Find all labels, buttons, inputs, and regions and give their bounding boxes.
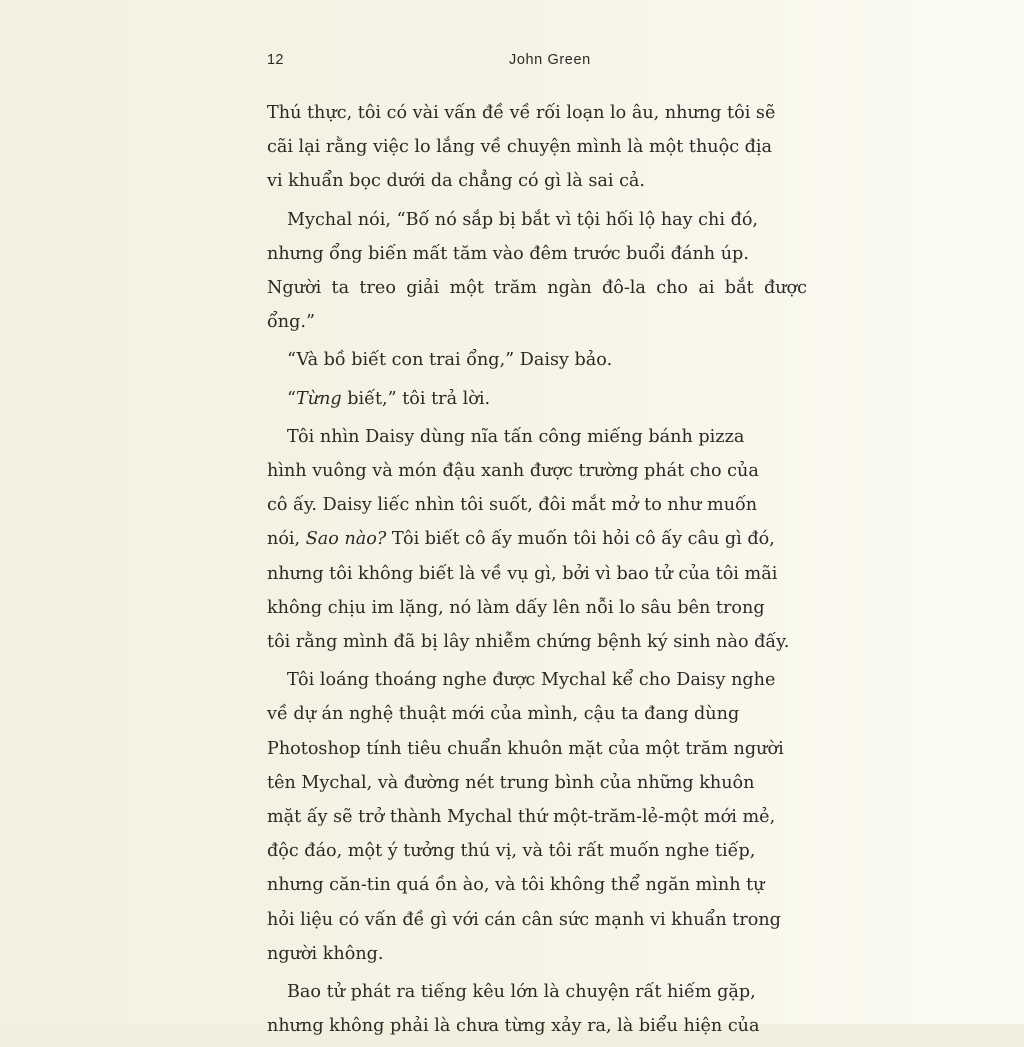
line: Photoshop tính tiêu chuẩn khuôn mặt của một trăm người xyxy=(267,738,784,759)
line: nói, xyxy=(267,529,306,550)
paragraph-1 xyxy=(267,96,807,199)
running-head-author: John Green xyxy=(509,52,591,68)
line: người không. xyxy=(267,943,384,964)
line: nhưng tôi không biết là về vụ gì, bởi vì bao tử của tôi mãi xyxy=(267,563,778,584)
line: về dự án nghệ thuật mới của mình, cậu ta đang dùng xyxy=(267,704,740,725)
line: nhưng không phải là chưa từng xảy ra, là biểu hiện của xyxy=(267,1016,760,1037)
line: Tôi nhìn Daisy dùng nĩa tấn công miếng bánh pizza xyxy=(287,426,745,447)
paragraph-2 xyxy=(267,203,807,340)
italic-word: Từng xyxy=(296,388,342,409)
page-number: 12 xyxy=(267,52,284,68)
paragraph-7 xyxy=(267,975,807,1043)
line: không chịu im lặng, nó làm dấy lên nỗi lo sâu bên trong xyxy=(267,597,765,618)
paragraph-6 xyxy=(267,663,807,971)
line: tôi rằng mình đã bị lây nhiễm chứng bệnh ký sinh nào đấy. xyxy=(267,632,790,653)
line: mặt ấy sẽ trở thành Mychal thứ một-trăm-lẻ-một mới mẻ, xyxy=(267,807,776,828)
line: cãi lại rằng việc lo lắng về chuyện mình là một thuộc địa xyxy=(267,137,773,158)
line: hình vuông và món đậu xanh được trường phát cho của xyxy=(267,461,759,482)
paragraph-3 xyxy=(267,343,807,377)
paragraph-5 xyxy=(267,420,807,659)
line: Mychal nói, “Bố nó sắp bị bắt vì tội hối lộ hay chi đó, xyxy=(287,209,759,230)
page-header xyxy=(267,52,800,72)
line: hỏi liệu có vấn đề gì với cán cân sức mạnh vi khuẩn trong xyxy=(267,909,781,930)
line: tên Mychal, và đường nét trung bình của những khuôn xyxy=(267,772,755,793)
line: “Và bồ biết con trai ổng,” Daisy bảo. xyxy=(287,350,613,371)
line: nhưng căn-tin quá ồn ào, và tôi không thể ngăn mình tự xyxy=(267,875,765,896)
line: Người ta treo giải một trăm ngàn đô-la cho ai bắt được ổng.” xyxy=(267,278,807,333)
italic-phrase: Sao nào? xyxy=(305,529,387,550)
line: Tôi loáng thoáng nghe được Mychal kể cho Daisy nghe xyxy=(287,670,776,691)
line: độc đáo, một ý tưởng thú vị, và tôi rất muốn nghe tiếp, xyxy=(267,841,756,862)
line: biết,” tôi trả lời. xyxy=(341,388,491,409)
line: Tôi biết cô ấy muốn tôi hỏi cô ấy câu gì đó, xyxy=(386,529,775,550)
line: Thú thực, tôi có vài vấn đề về rối loạn lo âu, nhưng tôi sẽ xyxy=(267,103,776,123)
line: Bao tử phát ra tiếng kêu lớn là chuyện rất hiếm gặp, xyxy=(287,982,756,1003)
body-text xyxy=(267,96,807,1047)
line: nhưng ổng biến mất tăm vào đêm trước buổi đánh úp. xyxy=(267,243,749,264)
line: vi khuẩn bọc dưới da chẳng có gì là sai cả. xyxy=(267,171,645,192)
line: cô ấy. Daisy liếc nhìn tôi suốt, đôi mắt mở to như muốn xyxy=(267,495,758,516)
open-quote: “ xyxy=(287,388,296,409)
paragraph-4 xyxy=(267,382,807,416)
